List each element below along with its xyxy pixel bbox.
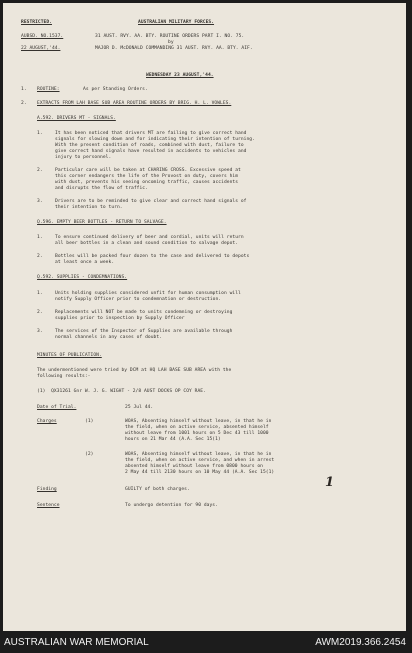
case-heading: (1) QX31261 Gnr W. J. G. WIGHT - 2/8 AUST DOCKS OP COY RAE.: [37, 389, 206, 394]
sec1-p2-line: and disrupts the flow of traffic.: [55, 186, 148, 191]
sec2-p1-line: all beer bottles in a clean and sound condition to salvage depot.: [55, 241, 239, 246]
charge-1-number: (1): [85, 419, 94, 424]
sec1-p2-line: with dust, prevents his seeing oncoming traffic, causes accidents: [55, 180, 239, 185]
handwritten-margin-mark: 1: [325, 475, 335, 490]
sec2-p2-number: 2.: [37, 254, 43, 259]
sec1-p1-line: With the present condition of roads, combined with dust, failure to: [55, 143, 244, 148]
sec3-p2-line: supplies prior to inspection by Supply Officer: [55, 316, 185, 321]
sec1-p3-line: Drivers are to be reminded to give clear and correct hand signals of: [55, 199, 247, 204]
orders-by: by: [168, 40, 174, 45]
sec3-p3-line: The services of the Inspector of Supplies are available through: [55, 329, 233, 334]
charge-2-line: 2 May 44 till 2130 hours on 10 May 44 (A.A. Sec 15(1): [125, 470, 275, 475]
sec3-p3-number: 3.: [37, 329, 43, 334]
sec1-p2-line: this corner endangers the life of the Provost on duty, covers him: [55, 174, 239, 179]
item-1-number: 1.: [21, 87, 27, 92]
date-of-trial-value: 25 Jul 44.: [125, 405, 154, 410]
sec2-p1-number: 1.: [37, 235, 43, 240]
charge-1-line: without leave from 1001 hours on 5 Dec 43 till 1000: [125, 431, 269, 436]
orders-title: 31 AUST. RVY. AA. BTY. ROUTINE ORDERS PART I. NO. 75.: [95, 34, 245, 39]
charge-2-line: the field, when on active service, and when in arrest: [125, 458, 275, 463]
document-page: [3, 3, 406, 631]
item-1-text: As per Standing Orders.: [83, 87, 148, 92]
finding-value: GUILTY of both charges.: [125, 487, 190, 492]
document-title: AUSTRALIAN MILITARY FORCES.: [138, 20, 215, 25]
sec2-p1-line: To ensure continued delivery of beer and cordial, units will return: [55, 235, 244, 240]
sec3-p3-line: normal channels in any cases of doubt.: [55, 335, 162, 340]
minutes-intro-line: following results:-: [37, 374, 91, 379]
charge-2-line: WOAS, Absenting himself without leave, in that he in: [125, 452, 272, 457]
item-2-number: 2.: [21, 101, 27, 106]
sec1-p1-number: 1.: [37, 131, 43, 136]
sec3-p1-number: 1.: [37, 291, 43, 296]
sec3-p2-number: 2.: [37, 310, 43, 315]
minutes-intro-line: The undermentioned were tried by DCM at HQ LAH BASE SUB AREA with the: [37, 368, 232, 373]
charge-2-line: absented himself without leave from 0800 hours on: [125, 464, 263, 469]
footer-institution: AUSTRALIAN WAR MEMORIAL: [4, 637, 149, 648]
charge-2-number: (2): [85, 452, 94, 457]
charge-1-line: hours on 21 Mar 44 (A.A. Sec 15(1): [125, 437, 221, 442]
sec1-p1-line: injury to personnel.: [55, 155, 112, 160]
charges-label: Charges: [37, 419, 57, 424]
section-q592-heading: Q.592. SUPPLIES - CONDEMNATIONS.: [37, 275, 128, 280]
sec1-p2-number: 2.: [37, 168, 43, 173]
charge-1-line: the field, when on active service, absented himself: [125, 425, 269, 430]
day-heading: WEDNESDAY 23 AUGUST,'44.: [146, 73, 214, 78]
sec1-p2-line: Particular care will be taken at CHARING CROSS. Excessive speed at: [55, 168, 241, 173]
sec1-p1-line: It has been noticed that drivers MT are failing to give correct hand: [55, 131, 247, 136]
finding-label: Finding: [37, 487, 57, 492]
item-1-label: ROUTINE:: [37, 87, 60, 92]
sec3-p2-line: Replacements will NOT be made to units condemning or destroying: [55, 310, 233, 315]
classification: RESTRICTED.: [21, 20, 52, 25]
charge-1-line: WOAS, Absenting himself without leave, in that he in: [125, 419, 272, 424]
sec3-p1-line: notify Supply Officer prior to condemnation or destruction.: [55, 297, 222, 302]
sec2-p2-line: Bottles will be packed four dozen to the case and delivered to depots: [55, 254, 250, 259]
section-a592-heading: A.592. DRIVERS MT - SIGNALS.: [37, 116, 116, 121]
item-2-label: EXTRACTS FROM LAH BASE SUB AREA ROUTINE ORDERS BY BRIG. H. L. VOWLES.: [37, 101, 232, 106]
commanding-officer: MAJOR D. McDONALD COMMANDING 31 AUST. RVY. AA. BTY. AIF.: [95, 46, 253, 51]
footer-accession-number: AWM2019.366.2454: [315, 637, 406, 648]
archive-footer: [0, 633, 412, 653]
sec1-p1-line: signals for slowing down and for indicating their intention of turning.: [55, 137, 255, 142]
sec1-p1-line: give correct hand signals have resulted in accidents to vehicles and: [55, 149, 247, 154]
section-q596-heading: Q.596. EMPTY BEER BOTTLES - RETURN TO SALVAGE.: [37, 220, 167, 225]
orders-date: 22 AUGUST,'44.: [21, 46, 61, 51]
sentence-label: Sentence: [37, 503, 60, 508]
sentence-value: To undergo detention for 90 days.: [125, 503, 218, 508]
sec3-p1-line: Units holding supplies considered unfit for human consumption will: [55, 291, 241, 296]
minutes-heading: MINUTES OF PUBLICATION.: [37, 353, 102, 358]
sec1-p3-number: 3.: [37, 199, 43, 204]
sec1-p3-line: their intention to turn.: [55, 205, 123, 210]
copy-number: AUBSD. NO.1537.: [21, 34, 64, 39]
sec2-p2-line: at least once a week.: [55, 260, 115, 265]
date-of-trial-label: Date of Trial.: [37, 405, 77, 410]
